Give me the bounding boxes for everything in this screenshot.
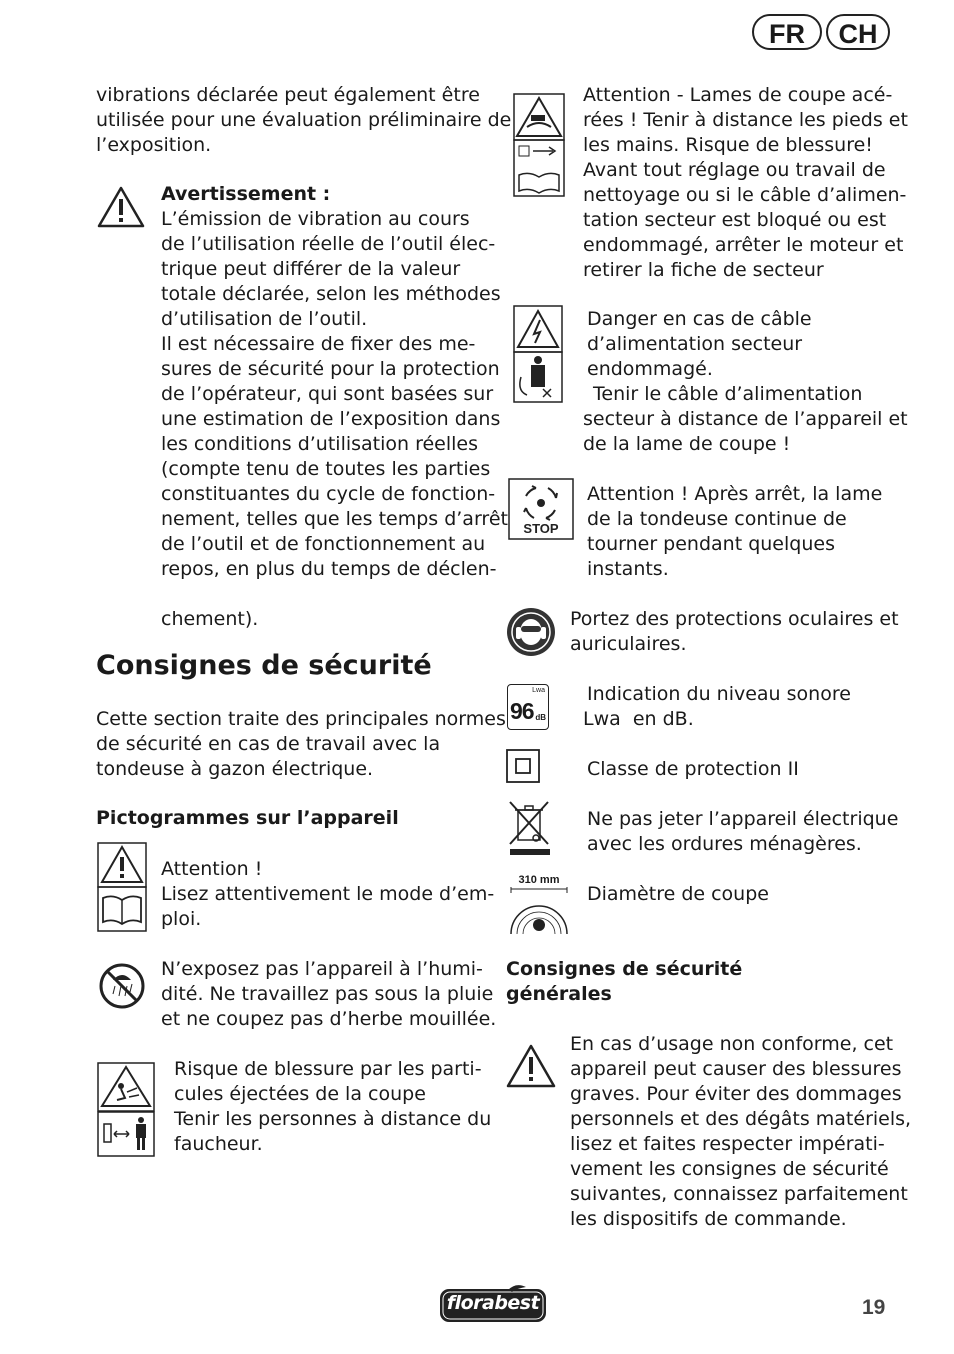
ear-eye-protection-icon: [506, 607, 556, 657]
sound-value: 96: [510, 698, 534, 724]
lang-badge-fr: FR: [752, 14, 822, 50]
warning-end: chement).: [161, 608, 259, 630]
brand-name: florabest: [446, 1292, 540, 1314]
weee-text: Ne pas jeter l’appareil électrique avec les ordures ménagères.: [587, 808, 899, 855]
protection-text: Portez des protections oculaires et auriculaires.: [570, 608, 899, 655]
florabest-logo: [438, 1284, 548, 1324]
cable-text-b: secteur à distance de l’appareil et de la lame de coupe !: [583, 408, 908, 455]
sound-unit: dB: [535, 713, 546, 722]
noise-text-a: Indication du niveau sonore: [587, 683, 851, 705]
section-title: Consignes de sécurité: [96, 650, 432, 681]
blades-warning-icon: [513, 93, 565, 197]
pict1-text: Attention ! Lisez attentivement le mode d’em- ploi.: [161, 858, 495, 930]
class-ii-text: Classe de protection II: [587, 758, 799, 780]
general-title: Consignes de sécurité générales: [506, 958, 743, 1005]
pictograms-title: Pictogrammes sur l’appareil: [96, 807, 399, 829]
noise-text-b: Lwa en dB.: [583, 708, 694, 730]
cutting-diameter-label: 310 mm: [508, 874, 570, 887]
page-number: 19: [862, 1296, 886, 1319]
stop-text: Attention ! Après arrêt, la lame de la tondeuse continue de tourner pendant quelques instants.: [587, 483, 883, 580]
intro-text: vibrations déclarée peut également être utilisée pour une évaluation préliminaire de l’exposition.: [96, 84, 512, 156]
diameter-text: Diamètre de coupe: [587, 883, 769, 905]
thrown-objects-icon: [97, 1062, 155, 1157]
no-rain-icon: [97, 962, 147, 1010]
section-intro: Cette section traite des principales normes de sécurité en cas de travail avec la tondeuse à gazon électrique.: [96, 708, 506, 780]
general-body: En cas d’usage non conforme, cet appareil peut causer des blessures graves. Pour éviter des dommages personnels et des dégâts matériels, lisez et faites respecter impérati- vement les consignes de sécurité suivantes, connaissez parfaitement les dispositifs de commande.: [570, 1033, 912, 1230]
cable-danger-icon: [513, 305, 563, 403]
sound-level-icon: [507, 684, 549, 730]
weee-bin-icon: [506, 800, 552, 856]
stop-label: STOP: [523, 521, 559, 536]
pict3-text: Risque de blessure par les parti- cules éjectées de la coupe Tenir les personnes à distance du faucheur.: [174, 1058, 492, 1155]
read-manual-icon: [97, 842, 147, 932]
warning-icon: [97, 185, 145, 229]
sound-lwa-label: Lwa: [532, 687, 545, 694]
pict2-text: N’exposez pas l’appareil à l’humi- dité. Ne travaillez pas sous la pluie et ne coupez pas d’herbe mouillée.: [161, 958, 497, 1030]
warning-title: Avertissement :: [161, 183, 331, 205]
class-ii-icon: [506, 749, 540, 783]
warning-icon: [506, 1043, 556, 1089]
cable-text-a: Danger en cas de câble d’alimentation secteur endommagé. Tenir le câble d’alimentation: [587, 308, 863, 405]
blades-text: Attention - Lames de coupe acé- rées ! Tenir à distance les pieds et les mains. Risque de blessure! Avant tout réglage ou travail de nettoyage ou si le câble d’alimen- tation secteur est bloqué ou est endommagé, arrêter le moteur et retirer la fiche de secteur: [583, 84, 908, 281]
lang-badge-ch: CH: [826, 14, 890, 50]
warning-body: L’émission de vibration au cours de l’utilisation réelle de l’outil élec- trique peut différer de la valeur totale déclarée, selon les méthodes d’utilisation de l’outil. Il est nécessaire de fixer des me- sures de sécurité pour la protection de l’opérateur, qui sont basées sur une estimation de l’exposition dans les conditions d’utilisation réelles (compte tenu de toutes les parties constituantes du cycle de fonction- nement, telles que les temps d’arrêt de l’outil et de fonctionnement au repos, en plus du temps de déclen-: [161, 208, 508, 580]
